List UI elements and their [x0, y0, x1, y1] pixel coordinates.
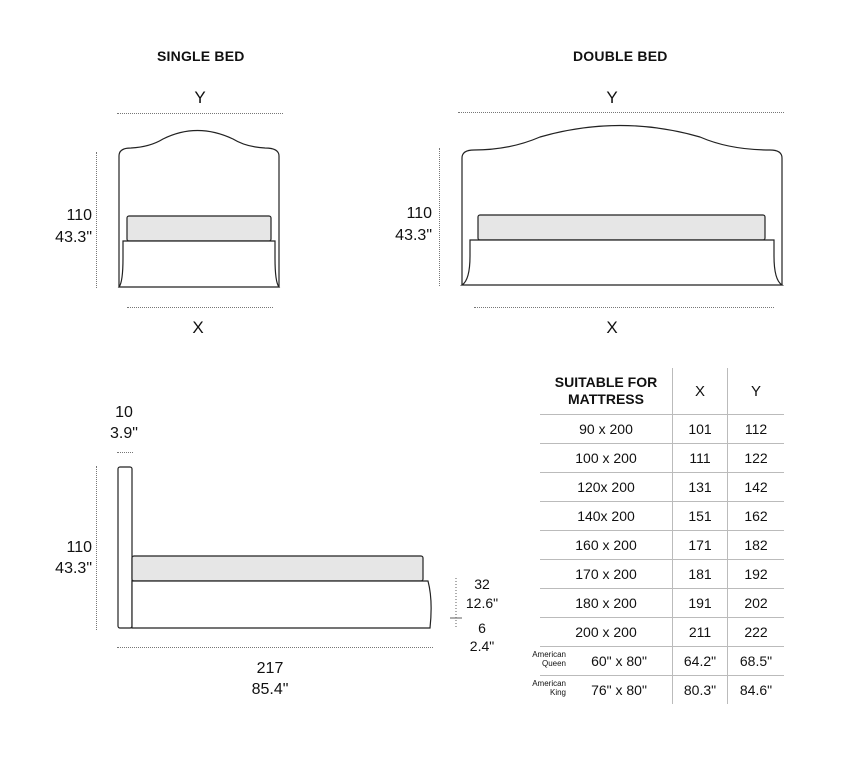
- y-value: 182: [728, 531, 785, 560]
- y-value: 112: [728, 415, 785, 444]
- side-length-cm: 217: [256, 660, 284, 677]
- x-value: 211: [673, 618, 728, 647]
- mattress-header: SUITABLE FOR MATTRESS: [554, 374, 658, 407]
- side-mattress: [132, 556, 423, 581]
- x-value: 80.3": [673, 676, 728, 705]
- side-frame-in: 12.6": [465, 595, 499, 611]
- y-value: 122: [728, 444, 785, 473]
- side-frame-cm: 32: [474, 576, 490, 592]
- table-row: [540, 589, 784, 618]
- table-row: [540, 618, 784, 647]
- y-value: 162: [728, 502, 785, 531]
- mattress-size: 160 x 200: [540, 531, 673, 560]
- y-value: 142: [728, 473, 785, 502]
- x-header: X: [673, 368, 728, 415]
- single-height-line: [96, 152, 97, 288]
- table-row: [540, 444, 784, 473]
- single-y-label: Y: [194, 88, 206, 107]
- mattress-size: 170 x 200: [540, 560, 673, 589]
- double-x-line: [474, 307, 774, 308]
- y-value: 192: [728, 560, 785, 589]
- double-height-line: [439, 148, 440, 286]
- x-value: 171: [673, 531, 728, 560]
- table-row: [540, 676, 784, 705]
- y-value: 68.5": [728, 647, 785, 676]
- mattress-size-us: [532, 676, 673, 705]
- mattress-size: 60" x 80": [591, 653, 647, 669]
- x-value: 181: [673, 560, 728, 589]
- y-value: 202: [728, 589, 785, 618]
- side-height-in: 43.3": [55, 560, 92, 577]
- x-value: 64.2": [673, 647, 728, 676]
- y-value: 222: [728, 618, 785, 647]
- y-value: 84.6": [728, 676, 785, 705]
- double-height-cm: 110: [406, 205, 432, 222]
- table-row: [540, 531, 784, 560]
- x-value: 101: [673, 415, 728, 444]
- mattress-size: 200 x 200: [540, 618, 673, 647]
- table-row: [540, 560, 784, 589]
- side-frame: [132, 581, 431, 628]
- mattress-size: 140x 200: [540, 502, 673, 531]
- mattress-size: 90 x 200: [540, 415, 673, 444]
- mattress-size: 100 x 200: [540, 444, 673, 473]
- mattress-table: [532, 368, 784, 704]
- mattress-size: 180 x 200: [540, 589, 673, 618]
- x-value: 131: [673, 473, 728, 502]
- single-height-in: 43.3": [55, 229, 92, 246]
- side-height-line: [96, 466, 97, 630]
- double-height-in: 43.3": [395, 227, 432, 244]
- double-x-label: X: [606, 318, 618, 337]
- y-header: Y: [728, 368, 785, 415]
- x-value: 191: [673, 589, 728, 618]
- mattress-size: 76" x 80": [591, 682, 647, 698]
- side-length-in: 85.4": [251, 681, 289, 698]
- single-y-line: [117, 113, 283, 114]
- double-y-line: [458, 112, 784, 113]
- double-mattress: [478, 215, 765, 240]
- us-size-label: American King: [532, 679, 566, 697]
- x-value: 111: [673, 444, 728, 473]
- double-bed-title: DOUBLE BED: [573, 48, 668, 64]
- table-row: [540, 647, 784, 676]
- side-foot-in: 2.4": [469, 638, 495, 654]
- side-head-in: 3.9": [110, 425, 138, 442]
- side-head-cm: 10: [115, 404, 133, 421]
- mattress-size: 120x 200: [540, 473, 673, 502]
- double-y-label: Y: [606, 88, 618, 107]
- table-row: [540, 473, 784, 502]
- single-mattress: [127, 216, 271, 241]
- side-headboard: [118, 467, 132, 628]
- single-x-label: X: [192, 318, 204, 337]
- single-height-cm: 110: [66, 207, 92, 224]
- single-frame: [119, 241, 279, 287]
- side-head-line: [117, 452, 133, 453]
- us-size-label: American Queen: [532, 650, 566, 668]
- table-row: [540, 415, 784, 444]
- side-height-cm: 110: [66, 539, 92, 556]
- side-length-line: [117, 647, 433, 648]
- x-value: 151: [673, 502, 728, 531]
- double-frame: [462, 240, 782, 285]
- side-foot-cm: 6: [478, 620, 486, 636]
- single-bed-title: SINGLE BED: [157, 48, 245, 64]
- single-x-line: [127, 307, 273, 308]
- mattress-size-us: [532, 647, 673, 676]
- table-row: [540, 502, 784, 531]
